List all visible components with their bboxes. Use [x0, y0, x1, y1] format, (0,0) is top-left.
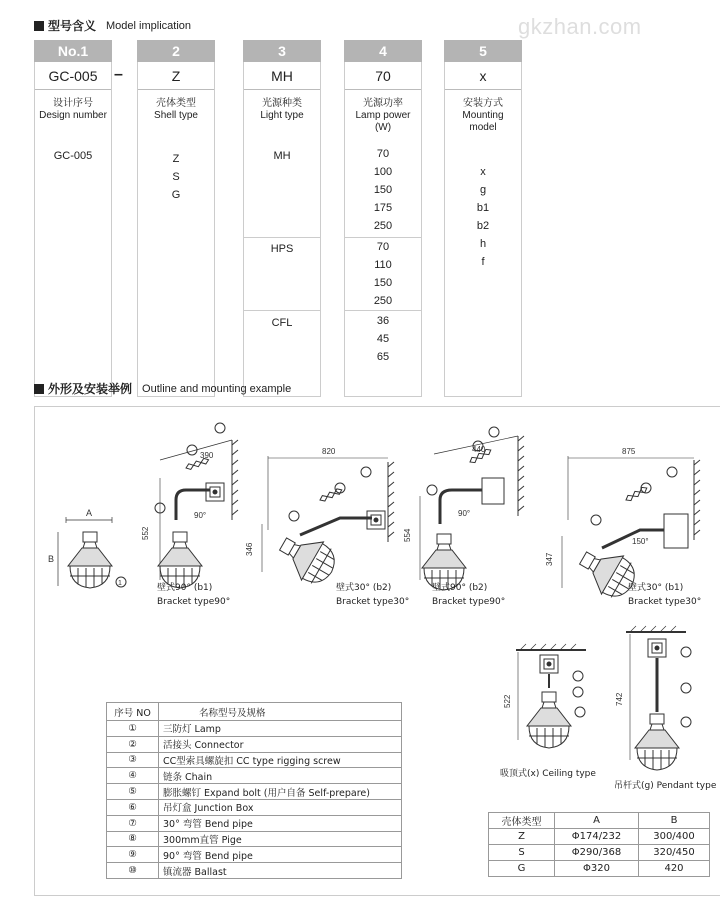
column-value: 250 — [373, 295, 393, 307]
table-cell: 300/400 — [639, 829, 710, 845]
column-number: No.1 — [34, 40, 112, 62]
column-value: HPS — [270, 243, 294, 255]
column-value: Z — [172, 153, 180, 165]
column-value: b1 — [476, 202, 490, 214]
dimensions-table — [488, 812, 710, 877]
table-cell: ① — [107, 721, 159, 737]
table-cell: ② — [107, 736, 159, 752]
table-header-cell: 序号 NO — [107, 703, 159, 721]
dash-separator: – — [114, 66, 123, 83]
table-cell: 膨胀螺钉 Expand bolt (用户自备 Self-prepare) — [159, 784, 402, 800]
h-width-label: 440 — [472, 445, 486, 454]
table-row — [107, 831, 402, 847]
caption-en: type — [696, 781, 717, 791]
label-en: Design number — [39, 110, 107, 121]
column-code: Z — [137, 62, 215, 90]
caption-bracket-b2 — [336, 581, 409, 609]
table-cell: G — [489, 861, 555, 877]
lamp-dimension-drawing — [58, 517, 126, 588]
table-row — [107, 736, 402, 752]
caption-en: Bracket type30° — [336, 597, 410, 607]
table-cell: 420 — [639, 861, 710, 877]
column-code: MH — [243, 62, 321, 90]
label-zh: 安装方式 — [463, 98, 503, 109]
caption-bracket-b1 — [157, 581, 230, 609]
label-zh: 光源功率 — [363, 98, 403, 109]
f-angle-label: 150° — [632, 537, 649, 546]
table-cell: ⑩ — [107, 863, 159, 879]
label-en: Light type — [260, 110, 304, 121]
b2-width-label: 820 — [322, 447, 336, 456]
table-cell: CC型索具螺旋扣 CC type rigging screw — [159, 752, 402, 768]
table-row — [107, 784, 402, 800]
svg-text:1: 1 — [118, 580, 122, 587]
table-row — [489, 829, 710, 845]
table-cell: Φ174/232 — [555, 829, 639, 845]
table-row — [107, 847, 402, 863]
column-code: 70 — [344, 62, 422, 90]
section-title-zh: 型号含义 — [48, 19, 97, 33]
label-unit: (W) — [374, 122, 392, 133]
label-en: Mounting — [462, 110, 504, 121]
watermark: gkzhan.com — [518, 14, 642, 39]
caption-en: Bracket type30° — [628, 597, 702, 607]
caption-zh: 吊杆式(g) Pendant — [614, 781, 694, 791]
table-cell: 300mm直管 Pige — [159, 831, 402, 847]
table-header-cell: 壳体类型 — [489, 813, 555, 829]
column-value: MH — [273, 150, 291, 162]
table-row — [107, 799, 402, 815]
table-cell: 320/450 — [639, 845, 710, 861]
bracket-b2-drawing — [262, 456, 394, 591]
table-row — [107, 815, 402, 831]
column-value: 36 — [376, 315, 390, 327]
table-row — [107, 752, 402, 768]
table-cell: ⑤ — [107, 784, 159, 800]
table-header-cell: 名称型号及规格 — [159, 703, 402, 721]
h-height-label: 554 — [403, 528, 412, 542]
table-cell: ③ — [107, 752, 159, 768]
table-cell: 30° 弯管 Bend pipe — [159, 815, 402, 831]
pendant-height-label: 742 — [615, 692, 624, 706]
b1-height-label: 552 — [141, 526, 150, 540]
table-header-row — [107, 703, 402, 721]
column-value: g — [479, 184, 487, 196]
column-value: 100 — [373, 166, 393, 178]
column-value: 70 — [376, 148, 390, 160]
section-title-en: Outline and mounting example — [142, 382, 292, 395]
b1-width-label: 390 — [200, 451, 214, 460]
column-number: 2 — [137, 40, 215, 62]
caption-en: type — [575, 769, 596, 779]
ceiling-height-label: 522 — [503, 694, 512, 708]
column-value: CFL — [271, 317, 293, 329]
label-zh: 壳体类型 — [156, 98, 196, 109]
column-value: 150 — [373, 277, 393, 289]
table-cell: Φ290/368 — [555, 845, 639, 861]
caption-zh: 壁式90° (b1) — [157, 583, 213, 593]
column-value: f — [481, 256, 485, 268]
column-value: b2 — [476, 220, 490, 232]
column-value: 250 — [373, 220, 393, 232]
table-row — [489, 845, 710, 861]
section-title-en: Model implication — [106, 19, 191, 32]
h-angle-label: 90° — [458, 509, 471, 518]
column-value: 175 — [373, 202, 393, 214]
table-cell: ⑧ — [107, 831, 159, 847]
table-cell: 吊灯盒 Junction Box — [159, 799, 402, 815]
column-value: GC-005 — [53, 150, 93, 162]
table-cell: ⑦ — [107, 815, 159, 831]
b2-height-label: 346 — [245, 542, 254, 556]
dim-a-label: A — [86, 508, 93, 518]
label-zh: 光源种类 — [262, 98, 302, 109]
table-cell: ⑨ — [107, 847, 159, 863]
table-header-cell: B — [639, 813, 710, 829]
table-row — [107, 768, 402, 784]
table-row — [489, 861, 710, 877]
caption-zh: 壁式30° (b2) — [336, 583, 392, 593]
table-cell: Z — [489, 829, 555, 845]
column-number: 5 — [444, 40, 522, 62]
label-en-2: model — [469, 122, 497, 133]
column-value: 65 — [376, 351, 390, 363]
ceiling-drawing — [516, 644, 586, 748]
column-code: GC-005 — [34, 62, 112, 90]
label-en: Shell type — [154, 110, 198, 121]
caption-zh: 吸顶式(x) Ceiling — [500, 769, 573, 779]
table-header-cell: A — [555, 813, 639, 829]
label-en: Lamp power — [355, 110, 411, 121]
column-value: 70 — [376, 241, 390, 253]
table-cell: ⑥ — [107, 799, 159, 815]
dim-b-label: B — [48, 554, 55, 564]
caption-en: Bracket type90° — [432, 597, 506, 607]
column-value: h — [479, 238, 487, 250]
bracket-b1-drawing — [155, 423, 238, 588]
table-cell: Φ320 — [555, 861, 639, 877]
caption-zh: 壁式90° (b2) — [432, 583, 488, 593]
table-cell: S — [489, 845, 555, 861]
column-number: 4 — [344, 40, 422, 62]
table-row — [107, 863, 402, 879]
caption-pendant — [614, 779, 716, 793]
caption-bracket-f — [628, 581, 701, 609]
f-height-label: 347 — [545, 552, 554, 566]
column-number: 3 — [243, 40, 321, 62]
column-value: S — [172, 171, 180, 183]
pendant-drawing — [626, 626, 691, 770]
column-value: x — [480, 166, 486, 178]
table-cell: ④ — [107, 768, 159, 784]
caption-ceiling — [500, 767, 596, 781]
table-cell: 镇流器 Ballast — [159, 863, 402, 879]
caption-zh: 壁式30° (b1) — [628, 583, 684, 593]
b1-angle-label: 90° — [194, 511, 207, 520]
parts-table — [106, 702, 402, 879]
column-value: 45 — [376, 333, 390, 345]
column-value: 110 — [374, 259, 392, 271]
table-cell: 活接头 Connector — [159, 736, 402, 752]
column-code: x — [444, 62, 522, 90]
table-row — [107, 721, 402, 737]
table-cell: 90° 弯管 Bend pipe — [159, 847, 402, 863]
table-header-row — [489, 813, 710, 829]
caption-en: Bracket type90° — [157, 597, 231, 607]
table-cell: 链条 Chain — [159, 768, 402, 784]
caption-bracket-h — [432, 581, 505, 609]
table-cell: 三防灯 Lamp — [159, 721, 402, 737]
f-width-label: 875 — [622, 447, 636, 456]
section-title-zh: 外形及安装举例 — [48, 382, 133, 396]
column-value: 150 — [373, 184, 393, 196]
column-value: G — [171, 189, 181, 201]
label-zh: 设计序号 — [53, 98, 93, 109]
